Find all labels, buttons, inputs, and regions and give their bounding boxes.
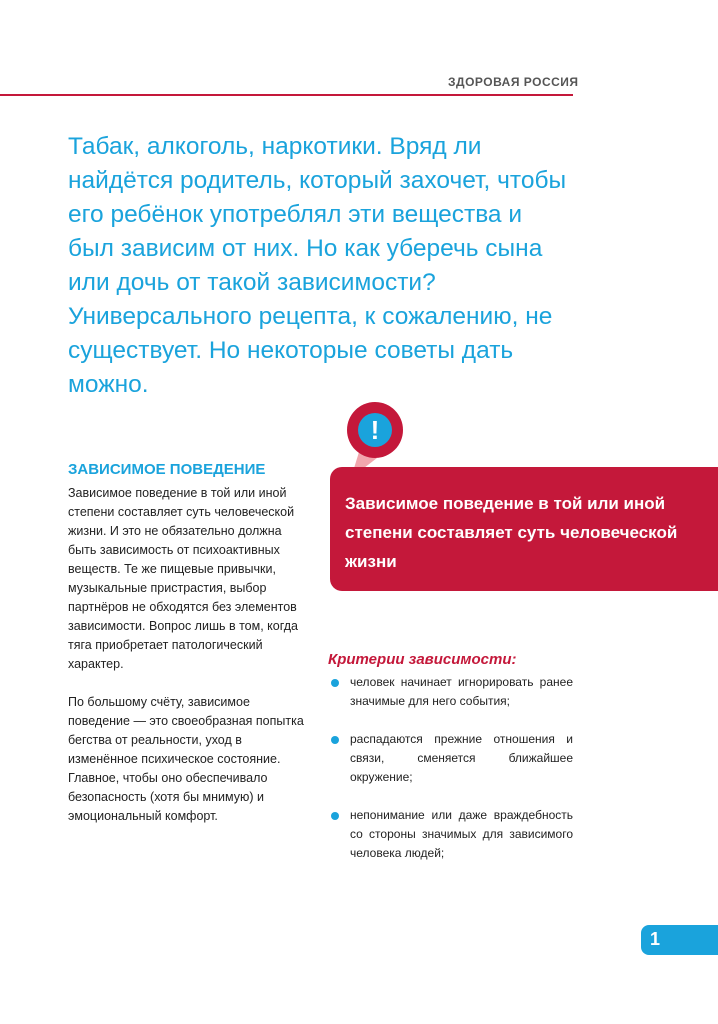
- criteria-list: [328, 673, 573, 882]
- criteria-heading: Критерии зависимости:: [328, 651, 517, 668]
- bullet-dot-icon: [331, 736, 339, 744]
- criteria-item: [328, 730, 573, 787]
- exclamation-glyph: !: [370, 415, 380, 445]
- criteria-item-text: непонимание или даже враждебность со стороны значимых для зависимого человека людей;: [350, 808, 573, 860]
- section-heading: ЗАВИСИМОЕ ПОВЕДЕНИЕ: [68, 461, 266, 478]
- callout-text: Зависимое поведение в той или иной степени составляет суть человеческой жизни: [345, 494, 678, 571]
- criteria-item: [328, 673, 573, 711]
- criteria-item: [328, 806, 573, 863]
- page-number: 1: [650, 929, 661, 949]
- bullet-dot-icon: [331, 812, 339, 820]
- body-paragraph: Зависимое поведение в той или иной степени составляет суть человеческой жизни. И это не обязательно должна быть зависимость от психоактивных веществ. Те же пищевые привычки, музыкальные пристрастия, выбор партнёров не обходятся без элементов зависимости. Вопрос лишь в том, когда тяга приобретает патологический характер.: [68, 486, 298, 671]
- header-rule: [0, 94, 573, 96]
- lead-text: Табак, алкоголь, наркотики. Вряд ли найдётся родитель, который захочет, чтобы его ребёнок употреблял эти вещества и был зависим от них. Но как уберечь сына или дочь от такой зависимости? Универсального рецепта, к сожалению, не существует. Но некоторые советы дать можно.: [68, 133, 567, 398]
- body-column: [68, 484, 313, 845]
- bullet-dot-icon: [331, 679, 339, 687]
- criteria-item-text: человек начинает игнорировать ранее значимые для него события;: [350, 675, 573, 708]
- body-paragraph: По большому счёту, зависимое поведение — это своеобразная попытка бегства от реальности, уход в изменённое психическое состояние. Главное, чтобы оно обеспечивало безопасность (хотя бы мнимую) и эмоциональный комфорт.: [68, 695, 304, 823]
- criteria-item-text: распадаются прежние отношения и связи, сменяется ближайшее окружение;: [350, 732, 573, 784]
- header-label: ЗДОРОВАЯ РОССИЯ: [448, 75, 579, 89]
